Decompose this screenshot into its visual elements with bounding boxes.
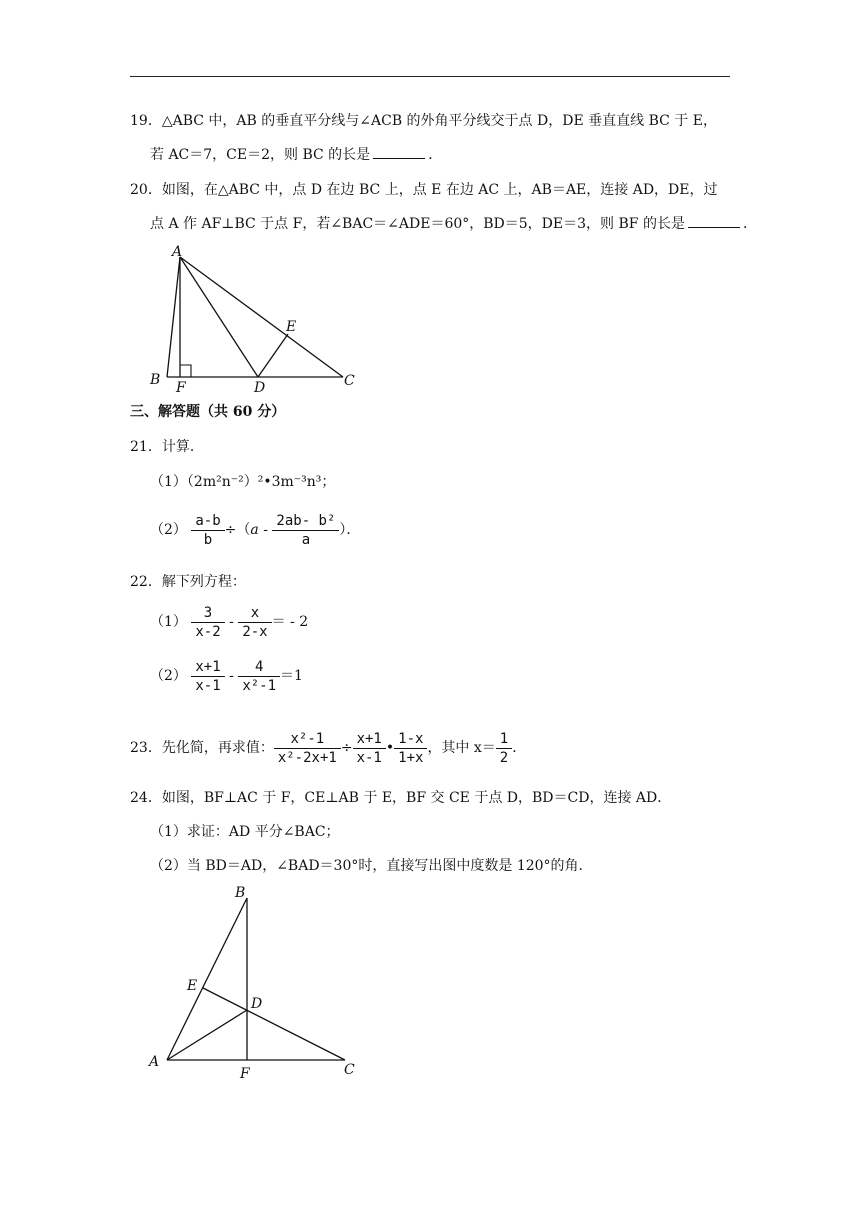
section-title: 三、解答题（共 60 分） (130, 404, 286, 420)
q21-part2-label: （2） (150, 522, 187, 538)
right-hand-side: ＝1 (280, 668, 303, 684)
q20-line2 (150, 214, 757, 234)
q22-title (130, 572, 246, 592)
label-E: E (187, 978, 198, 994)
numerator: 1 (499, 730, 509, 747)
label-A: A (149, 1054, 160, 1070)
q21-part1-label: （1） (150, 474, 187, 490)
minus-symbol: - (224, 668, 239, 684)
q20-number: 20． (130, 182, 162, 198)
q21-fraction-2 (274, 512, 337, 549)
numerator: x+1 (195, 658, 221, 675)
denominator: x²-2x+1 (274, 748, 341, 767)
numerator: x (250, 604, 260, 621)
q20-text-1: 如图，在△ABC 中，点 D 在边 BC 上，点 E 在边 AC 上，AB＝AE，连接 AD，DE，过 (161, 182, 718, 198)
q23-condition-text: ，其中 x＝ (427, 740, 496, 756)
denominator: x-1 (353, 748, 386, 767)
multiply-dot: • (385, 740, 395, 756)
header-rule (130, 76, 730, 77)
q22-part1 (150, 602, 308, 642)
label-F: F (176, 380, 186, 392)
q24-part1: （1）求证：AD 平分∠BAC； (150, 824, 340, 840)
q21-part1 (150, 472, 335, 492)
q21-title (130, 437, 204, 457)
close-paren: ）． (339, 522, 361, 538)
q21-part1-expression: （2m²n⁻²）²•3m⁻³n³； (186, 474, 336, 490)
q20-triangle-figure (140, 242, 370, 392)
q19-line1 (130, 111, 717, 131)
label-E: E (286, 319, 297, 335)
denominator: a (272, 530, 339, 549)
q24-number: 24． (130, 790, 162, 806)
q23-number: 23． (130, 740, 162, 756)
label-C: C (344, 1062, 355, 1078)
seg-AC (180, 257, 343, 377)
denominator: x-2 (191, 622, 224, 641)
q20-text-2: 点 A 作 AF⊥BC 于点 F，若∠BAC＝∠ADE＝60°，BD＝5，DE＝3，则 BF 的长是 (150, 216, 685, 232)
numerator: 3 (203, 604, 213, 621)
q21-part2 (150, 510, 360, 550)
denominator: 1+x (394, 748, 427, 767)
q22-text: 解下列方程： (161, 574, 246, 590)
right-angle-marker (180, 365, 191, 377)
label-B: B (235, 885, 246, 901)
label-D: D (251, 996, 263, 1012)
q24-part2: （2）当 BD＝AD，∠BAD＝30°时，直接写出图中度数是 120°的角． (150, 858, 593, 874)
q21-number: 21． (130, 439, 162, 455)
label-F: F (240, 1066, 250, 1082)
seg-AD (180, 257, 258, 377)
numerator: 1-x (398, 730, 424, 747)
q23-fraction-half (498, 730, 510, 767)
label-A: A (172, 244, 183, 260)
q22-p2-fraction-2 (240, 658, 278, 695)
q23-fraction-2 (355, 730, 384, 767)
denominator: b (191, 530, 224, 549)
q21-fraction-1 (193, 512, 222, 549)
numerator: x²-1 (290, 730, 325, 747)
q23-fraction-3 (396, 730, 425, 767)
denominator: 2 (496, 748, 512, 767)
q23-fraction-1 (276, 730, 339, 767)
q19-period: ． (428, 147, 443, 163)
q24-line1 (130, 788, 671, 808)
q23-period: ． (512, 740, 527, 756)
q19-text-2: 若 AC＝7，CE＝2，则 BC 的长是 (150, 147, 371, 163)
numerator: x+1 (356, 730, 382, 747)
q22-p1-fraction-2 (240, 604, 269, 641)
q22-number: 22． (130, 574, 162, 590)
q19-line2 (150, 145, 442, 165)
q20-line1 (130, 180, 718, 200)
q22-p2-fraction-1 (193, 658, 222, 695)
q24-text-1: 如图，BF⊥AC 于 F，CE⊥AB 于 E，BF 交 CE 于点 D，BD＝CD，连接 AD． (161, 790, 672, 806)
q20-period: ． (742, 216, 757, 232)
q20-answer-blank[interactable] (688, 215, 740, 228)
label-D: D (254, 380, 266, 392)
divide-symbol: ÷ (340, 740, 353, 756)
q19-answer-blank[interactable] (373, 146, 425, 159)
divide-symbol: ÷（ (224, 522, 251, 538)
q22-part2 (150, 656, 303, 696)
denominator: 2-x (238, 622, 271, 641)
q22-part2-label: （2） (150, 668, 187, 684)
numerator: 2ab- b² (276, 512, 336, 529)
q19-number: 19． (130, 113, 162, 129)
minus-symbol: - (258, 522, 273, 538)
minus-symbol: - (224, 614, 239, 630)
q23-line (130, 726, 526, 770)
q21-text: 计算． (161, 439, 204, 455)
q22-p1-fraction-1 (193, 604, 222, 641)
denominator: x²-1 (238, 676, 280, 695)
label-C: C (344, 373, 355, 389)
right-hand-side: ＝ - 2 (271, 614, 309, 630)
numerator: 4 (254, 658, 264, 675)
seg-AB (167, 257, 180, 377)
label-B: B (150, 372, 161, 388)
seg-DE (258, 334, 288, 377)
q22-part1-label: （1） (150, 614, 187, 630)
q23-text: 先化简，再求值： (161, 740, 274, 756)
denominator: x-1 (191, 676, 224, 695)
var-a: a (250, 522, 259, 538)
numerator: a-b (195, 512, 221, 529)
q19-text-1: △ABC 中，AB 的垂直平分线与∠ACB 的外角平分线交于点 D，DE 垂直直线 BC 于 E， (161, 113, 717, 129)
q24-triangle-figure (145, 882, 375, 1082)
